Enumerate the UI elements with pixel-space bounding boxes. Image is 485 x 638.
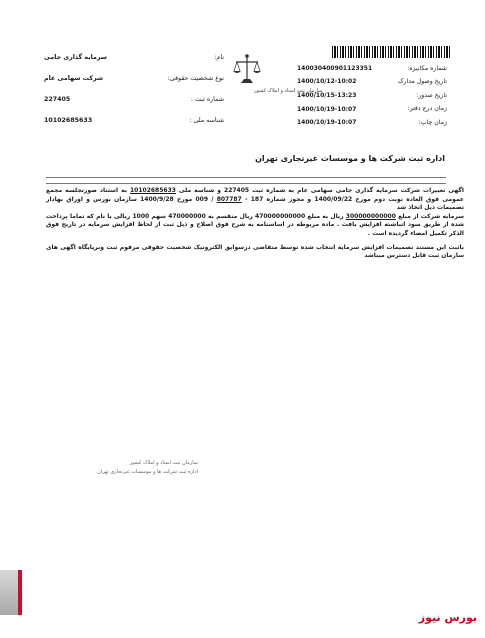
company-value: شرکت سهامی عام [44,75,104,82]
stamp-line: سازمان ثبت اسناد و املاک کشور [129,460,198,466]
announcement-paragraph [46,213,464,239]
company-value: سرمایه گذاری جامی [44,54,107,61]
meta-value: 140030400901123351 [297,64,373,72]
national-id-text: 10102685633 [130,187,176,194]
meta-label: زمان چاپ: [418,119,447,127]
company-label: نوع شخصیت حقوقی: [167,75,224,82]
meta-value: 1400/10/19-10:07 [297,105,357,113]
stamp-line: اداره ثبت شرکت ها و موسسات غیرتجاری تهران [97,469,198,475]
divider [46,177,446,178]
announcement-body [46,187,464,261]
meta-label: شماره مکانیزه: [407,64,447,72]
meta-row-registry-time [297,103,447,117]
company-value: 10102685633 [44,117,93,124]
office-title: اداره ثبت شرکت ها و موسسات غیرتجاری تهران [255,154,445,163]
company-registration-row [44,89,224,110]
announcement-text: باثبت این مستند تصمیمات افزایش سرمایه انتخاب شده توسط متقاضی درسوابق الکترونیک شخصیت حقوقی مرقوم ثبت وبرپایگاه اگهی های سازمان ثبت قابل دسترس میباشد [46,243,464,260]
company-label: شناسه ملی : [189,117,224,124]
meta-value: 1400/10/15-13:23 [297,91,357,99]
announcement-paragraph [46,244,464,261]
side-logo [0,570,22,615]
meta-label: تاریخ وصول مدارک [398,78,447,86]
announcement-text: / 009 مورخ 1400/9/28 سازمان بورس و اوراق بهادار تصمیمات ذیل اتخاذ شد [46,195,464,212]
company-label: نام: [214,54,224,61]
announcement-paragraph [46,187,464,213]
announcement-text: به استناد صورتجلسه مجمع عمومی فوق العاده نوبت دوم مورخ 1400/09/22 و مجوز شماره 187 - [46,187,465,203]
meta-label: زمان درج دفتر: [407,105,447,113]
justice-scales-emblem-icon [232,53,262,85]
announcement-text: سرمایه شرکت از مبلغ [395,212,464,220]
company-name-row [44,47,224,68]
capital-amount-text: 300000000000 [345,212,396,220]
company-label: شماره ثبت : [190,96,224,103]
announcement-text: ریال به مبلغ 470000000000 ریال منقسم به 470000000 سهم 1000 ریالی با نام که تماما پرداخت شده از طریق سود انباشته افزایش یافت . ماده مربوطه در اساسنامه به شرح فوق اصلاح و ذیل ثبت از لحاظ افزایش سرمایه در تاریخ فوق الذکر تکمیل امضاء گردیده است . [46,212,464,237]
barcode [332,46,450,58]
meta-row-print-time [297,116,447,130]
meta-value: 1400/10/19-10:07 [297,119,357,127]
announcement-text: اگهی تغییرات شرکت سرمایه گذاری جامی سهامی عام به شماره ثبت 227405 و شناسه ملی [175,187,464,194]
permit-number-text: 807787 [216,195,242,203]
company-national-id-row [44,110,224,131]
emblem-caption: سازمان ثبت اسناد و املاک کشور [254,88,323,94]
company-type-row [44,68,224,89]
meta-value: 1400/10/12-10:02 [297,78,357,86]
company-value: 227405 [44,96,71,103]
document-meta [297,62,447,130]
meta-label: تاریخ صدور: [416,91,447,99]
divider [46,183,446,184]
office-stamp [78,459,198,477]
meta-row-mechanized-number [297,62,447,76]
footer-brand: بورس نیوز [418,611,477,624]
company-info [44,47,224,131]
